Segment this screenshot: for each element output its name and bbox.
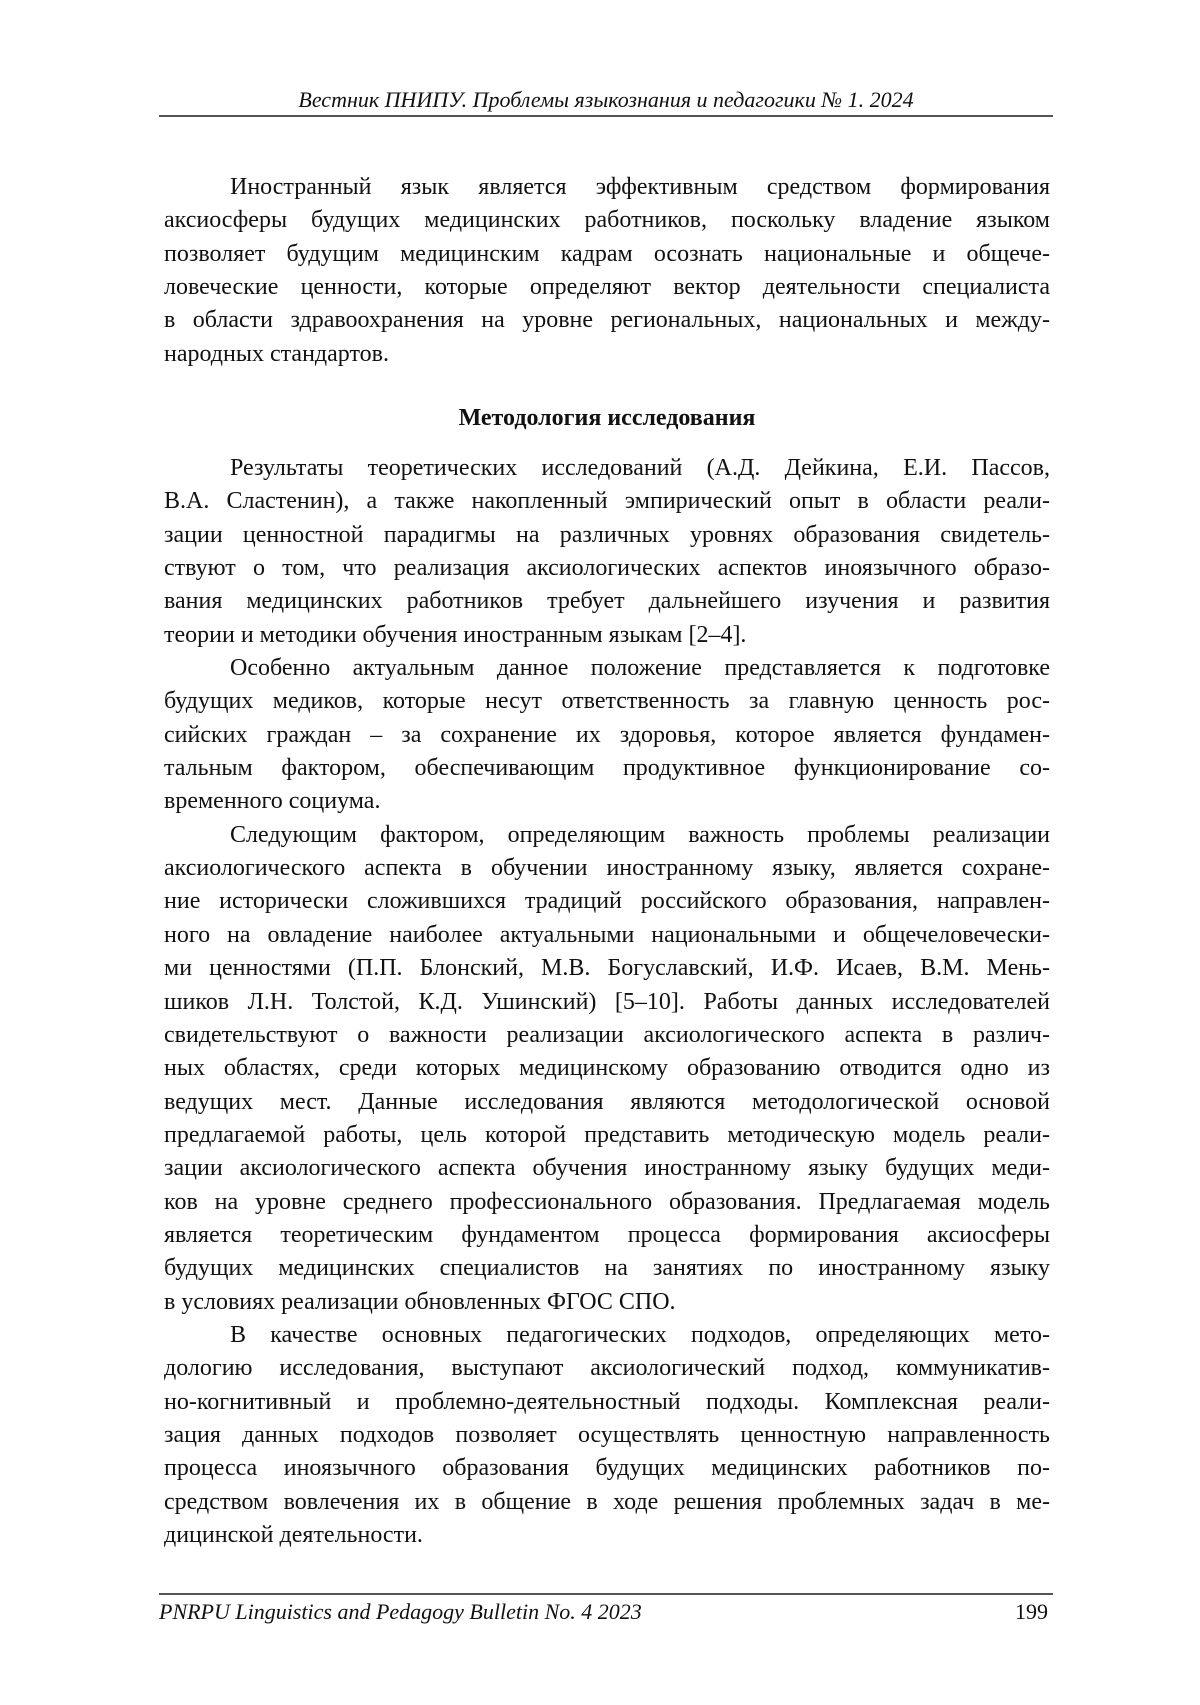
section-heading: Методология исследования: [458, 405, 756, 431]
text-line: В качестве основных педагогических подходов, определяющих мето-: [230, 1321, 1050, 1348]
text-line: тальным фактором, обеспечивающим продуктивное функционирование со-: [164, 755, 1050, 782]
text-line: будущих медиков, которые несут ответственность за главную ценность рос-: [164, 688, 1050, 715]
text-line: аксиосферы будущих медицинских работников, поскольку владение языком: [164, 207, 1050, 234]
section-body: [164, 452, 1050, 1552]
text-line: ного на овладение наиболее актуальными национальными и общечеловечески-: [164, 921, 1050, 948]
text-line: зации ценностной парадигмы на различных уровнях образования свидетель-: [164, 521, 1050, 548]
text-line: шиков Л.Н. Толстой, К.Д. Ушинский) [5–10]. Работы данных исследователей: [164, 988, 1050, 1015]
header-rule: [159, 115, 1053, 117]
text-line: теории и методики обучения иностранным языкам [2–4].: [164, 621, 747, 648]
text-line: будущих медицинских специалистов на занятиях по иностранному языку: [164, 1255, 1050, 1282]
text-line: В.А. Сластенин), а также накопленный эмпирический опыт в области реали-: [164, 488, 1050, 515]
footer-journal: PNRPU Linguistics and Pedagogy Bulletin No. 4 2023: [159, 1599, 642, 1624]
footer-rule: [159, 1593, 1053, 1595]
paragraph: [164, 1319, 1050, 1552]
paragraph: [164, 819, 1050, 1319]
intro-paragraph: [164, 171, 1050, 371]
text-line: Результаты теоретических исследований (А.Д. Дейкина, Е.И. Пассов,: [230, 455, 1050, 481]
running-header: Вестник ПНИПУ. Проблемы языкознания и педагогики № 1. 2024: [298, 87, 914, 112]
paragraph: [164, 652, 1050, 819]
text-line: народных стандартов.: [164, 340, 389, 367]
text-line: зация данных подходов позволяет осуществлять ценностную направленность: [164, 1421, 1050, 1448]
text-line: в области здравоохранения на уровне региональных, национальных и между-: [164, 307, 1050, 334]
text-line: в условиях реализации обновленных ФГОС СПО.: [164, 1288, 676, 1315]
text-line: позволяет будущим медицинским кадрам осознать национальные и общече-: [164, 240, 1050, 267]
text-line: дологию исследования, выступают аксиологический подход, коммуникатив-: [164, 1355, 1050, 1382]
text-line: ков на уровне среднего профессионального образования. Предлагаемая модель: [164, 1188, 1050, 1215]
paragraph: [164, 452, 1050, 652]
text-line: но-когнитивный и проблемно-деятельностный подходы. Комплексная реали-: [164, 1388, 1050, 1415]
text-line: временного социума.: [164, 788, 381, 815]
text-line: ведущих мест. Данные исследования являются методологической основой: [164, 1088, 1050, 1115]
text-line: зации аксиологического аспекта обучения иностранному языку будущих меди-: [164, 1155, 1050, 1182]
page-number: 199: [1015, 1599, 1048, 1624]
text-line: Следующим фактором, определяющим важность проблемы реализации: [230, 821, 1050, 848]
text-line: ствуют о том, что реализация аксиологических аспектов иноязычного образо-: [164, 555, 1050, 582]
text-line: средством вовлечения их в общение в ходе решения проблемных задач в ме-: [164, 1488, 1050, 1515]
text-line: аксиологического аспекта в обучении иностранному языку, является сохране-: [164, 855, 1050, 882]
paragraph: [164, 171, 1050, 371]
text-line: процесса иноязычного образования будущих медицинских работников по-: [164, 1455, 1050, 1482]
text-line: предлагаемой работы, цель которой представить методическую модель реали-: [164, 1121, 1050, 1148]
text-line: сийских граждан – за сохранение их здоровья, которое является фундамен-: [164, 721, 1050, 748]
text-line: Иностранный язык является эффективным средством формирования: [230, 174, 1050, 200]
text-line: Особенно актуальным данное положение представляется к подготовке: [230, 655, 1050, 682]
text-line: вания медицинских работников требует дальнейшего изучения и развития: [164, 588, 1050, 615]
text-line: ловеческие ценности, которые определяют вектор деятельности специалиста: [164, 274, 1050, 301]
text-line: дицинской деятельности.: [164, 1522, 423, 1548]
text-line: ние исторически сложившихся традиций российского образования, направлен-: [164, 888, 1050, 915]
text-line: является теоретическим фундаментом процесса формирования аксиосферы: [164, 1221, 1050, 1248]
text-line: ми ценностями (П.П. Блонский, М.В. Богуславский, И.Ф. Исаев, В.М. Мень-: [164, 955, 1050, 982]
text-line: свидетельствуют о важности реализации аксиологического аспекта в различ-: [164, 1021, 1050, 1048]
text-line: ных областях, среди которых медицинскому образованию отводится одно из: [164, 1055, 1050, 1082]
